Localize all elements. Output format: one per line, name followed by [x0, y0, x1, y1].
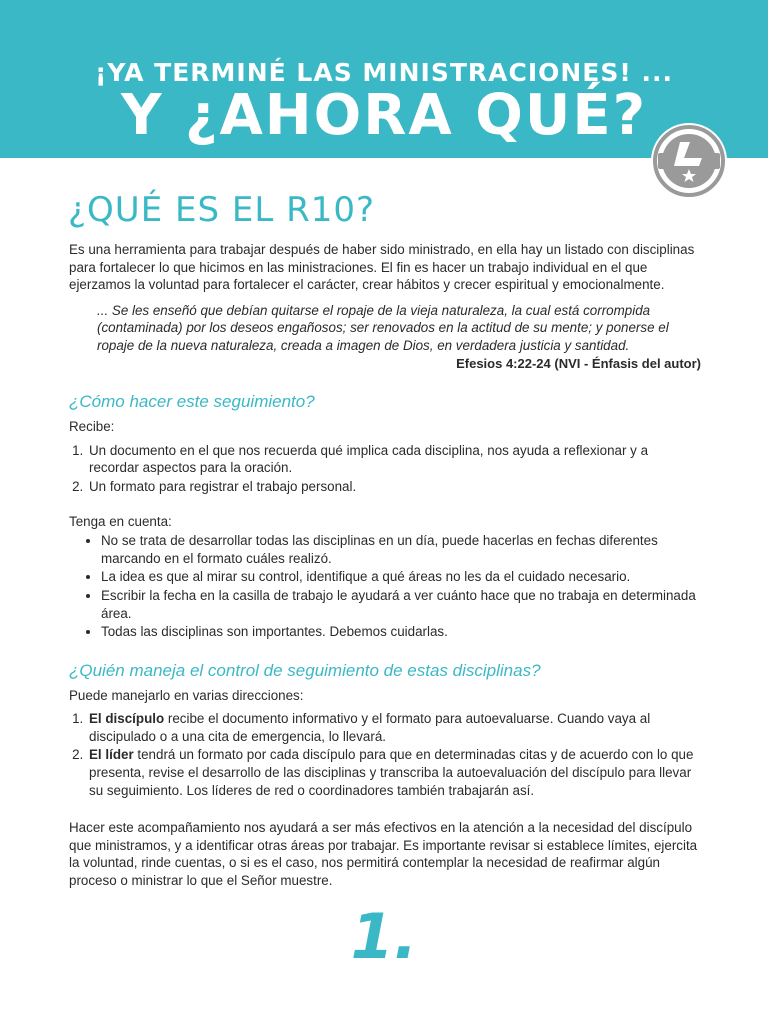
- church-logo-icon: [650, 122, 728, 200]
- who-intro: Puede manejarlo en varias direcciones:: [69, 687, 304, 703]
- list-item: • La idea es que al mirar su control, identifique a qué áreas no les da el cuidado necesario.: [101, 568, 701, 586]
- page-number: 1.: [350, 900, 418, 973]
- list-item: • Todas las disciplinas son importantes. Debemos cuidarlas.: [101, 623, 701, 641]
- section-title: ¿QUÉ ES EL R10?: [68, 190, 376, 230]
- who-heading: ¿Quién maneja el control de seguimiento de estas disciplinas?: [69, 660, 541, 680]
- notes-list: [69, 532, 701, 641]
- list-item: [87, 710, 701, 745]
- role-label: El discípulo: [89, 711, 165, 727]
- notes-label: Tenga en cuenta:: [69, 513, 172, 529]
- quote-reference: Efesios 4:22-24 (NVI - Énfasis del autor): [456, 355, 701, 371]
- list-item: • Escribir la fecha en la casilla de trabajo le ayudará a ver cuánto hace que no trabaja en determinada área.: [101, 587, 701, 622]
- role-label: El líder: [89, 747, 134, 763]
- closing-paragraph: Hacer este acompañamiento nos ayudará a ser más efectivos en la atención a la necesidad del discípulo que ministramos, y a identificar otras áreas por trabajar. Es importante revisar si establece límites, ejercita la voluntad, rinde cuentas, o si es el caso, nos permitirá contemplar la necesidad de reafirmar algún proceso o ministrar lo que el Señor muestre.: [69, 820, 698, 889]
- header-title: Y ¿AHORA QUÉ?: [120, 83, 648, 148]
- list-item: • No se trata de desarrollar todas las disciplinas en un día, puede hacerlas en fechas diferentes marcando en el formato cuáles realizó.: [101, 532, 701, 567]
- document-body: [69, 241, 701, 890]
- intro-paragraph: Es una herramienta para trabajar después de haber sido ministrado, en ella hay un listado con disciplinas para fortalecer lo que hicimos en las ministraciones. El fin es hacer un trabajo individual en el que ejerzamos la voluntad para fortalecer el carácter, crear hábitos y crecer espiritual y emocionalmente.: [69, 242, 695, 293]
- receive-label: Recibe:: [69, 419, 115, 435]
- bible-quote: ... Se les enseñó que debían quitarse el ropaje de la vieja naturaleza, la cual está corrompida (contaminada) por los deseos engañosos; ser renovados en la actitud de su mente; y ponerse el ropaje de la nueva naturaleza, creada a imagen de Dios, en verdadera justicia y santidad.: [97, 302, 669, 353]
- role-description: recibe el documento informativo y el formato para autoevaluarse. Cuando vaya al discipulado o a una cita de emergencia, lo llevará.: [89, 711, 651, 744]
- list-item: 1. Un documento en el que nos recuerda qué implica cada disciplina, nos ayuda a reflexionar y a recordar aspectos para la oración.: [87, 442, 701, 477]
- who-list: [69, 710, 701, 799]
- list-item: [87, 746, 701, 799]
- role-description: tendrá un formato por cada discípulo para que en determinadas citas y de acuerdo con lo que presenta, revise el desarrollo de las disciplinas y transcriba la autoevaluación del discípulo para llevar su seguimiento. Los líderes de red o coordinadores también trabajarán así.: [89, 747, 694, 798]
- how-heading: ¿Cómo hacer este seguimiento?: [69, 392, 315, 412]
- receive-list: [69, 442, 701, 496]
- header-subtitle: ¡YA TERMINÉ LAS MINISTRACIONES! ...: [95, 58, 673, 87]
- list-item: 2. Un formato para registrar el trabajo personal.: [87, 478, 701, 496]
